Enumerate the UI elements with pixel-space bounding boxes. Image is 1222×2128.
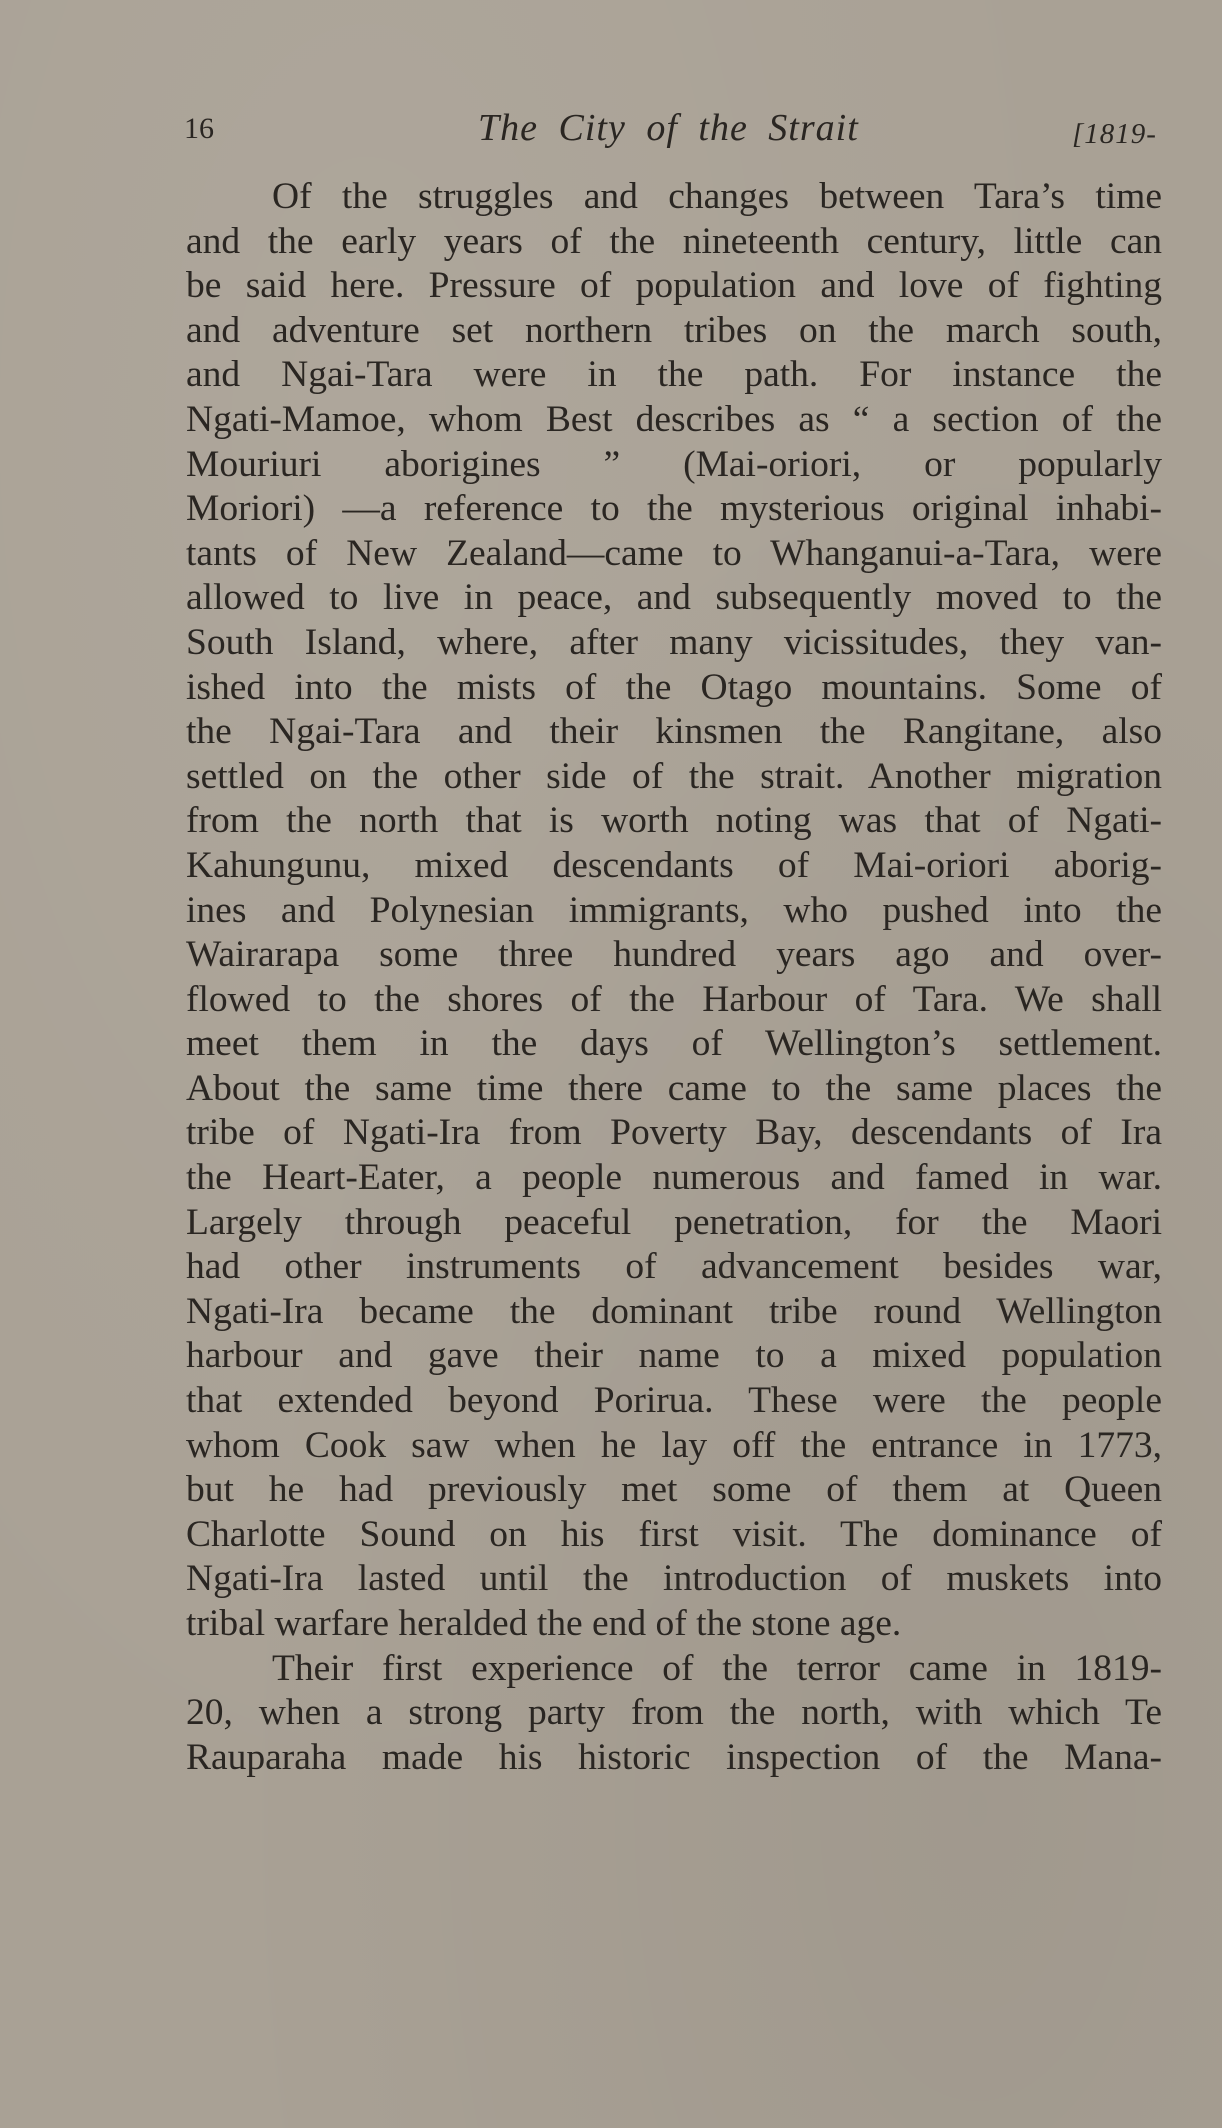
text-line: South Island, where, after many vicissitudes, they van- xyxy=(186,621,1162,663)
text-line: meet them in the days of Wellington’s settlement. xyxy=(186,1023,1162,1065)
text-line: Mouriuri aborigines ” (Mai-oriori, or popularly xyxy=(186,443,1162,485)
text-line: flowed to the shores of the Harbour of Tara. We shall xyxy=(186,978,1162,1020)
text-line: Their first experience of the terror came in 1819- xyxy=(272,1647,1162,1689)
text-line: tribe of Ngati-Ira from Poverty Bay, descendants of Ira xyxy=(186,1112,1162,1154)
running-header xyxy=(0,106,1222,156)
text-line: but he had previously met some of them at Queen xyxy=(186,1469,1162,1511)
paragraph-1 xyxy=(186,175,1162,1647)
text-line: Kahungunu, mixed descendants of Mai-oriori aborig- xyxy=(186,844,1162,886)
text-line: and Ngai-Tara were in the path. For instance the xyxy=(186,354,1162,396)
text-line: be said here. Pressure of population and love of fighting xyxy=(186,265,1162,307)
text-line: About the same time there came to the same places the xyxy=(186,1067,1162,1109)
text-line: the Ngai-Tara and their kinsmen the Rangitane, also xyxy=(186,711,1162,753)
text-line: 20, when a strong party from the north, with which Te xyxy=(186,1692,1162,1734)
text-line: tribal warfare heralded the end of the stone age. xyxy=(186,1603,902,1644)
text-line: that extended beyond Porirua. These were the people xyxy=(186,1380,1162,1422)
text-line: Moriori) —a reference to the mysterious original inhabi- xyxy=(186,488,1162,530)
text-line: Ngati-Ira became the dominant tribe round Wellington xyxy=(186,1290,1162,1332)
body-text xyxy=(186,175,1162,1780)
text-line: ines and Polynesian immigrants, who pushed into the xyxy=(186,889,1162,931)
text-line: Rauparaha made his historic inspection of the Mana- xyxy=(186,1736,1162,1778)
running-title: The City of the Strait xyxy=(478,107,859,149)
text-line: Wairarapa some three hundred years ago and over- xyxy=(186,934,1162,976)
text-line: the Heart-Eater, a people numerous and famed in war. xyxy=(186,1157,1162,1199)
text-line: allowed to live in peace, and subsequently moved to the xyxy=(186,577,1162,619)
text-line: harbour and gave their name to a mixed population xyxy=(186,1335,1162,1377)
text-line: Charlotte Sound on his first visit. The dominance of xyxy=(186,1513,1162,1555)
text-line: ished into the mists of the Otago mountains. Some of xyxy=(186,666,1162,708)
text-line: Of the struggles and changes between Tara’s time xyxy=(272,176,1162,217)
text-line: Largely through peaceful penetration, for the Maori xyxy=(186,1201,1162,1243)
text-line: and the early years of the nineteenth century, little can xyxy=(186,220,1162,262)
text-line: and adventure set northern tribes on the march south, xyxy=(186,309,1162,351)
text-line: tants of New Zealand—came to Whanganui-a-Tara, were xyxy=(186,532,1162,574)
text-line: had other instruments of advancement besides war, xyxy=(186,1246,1162,1288)
text-line: whom Cook saw when he lay off the entrance in 1773, xyxy=(186,1424,1162,1466)
paragraph-2 xyxy=(186,1647,1162,1781)
header-date: [1819- xyxy=(1072,118,1157,150)
text-line: settled on the other side of the strait. Another migration xyxy=(186,755,1162,797)
text-line: from the north that is worth noting was that of Ngati- xyxy=(186,800,1162,842)
page-number: 16 xyxy=(184,112,214,145)
text-line: Ngati-Mamoe, whom Best describes as “ a section of the xyxy=(186,398,1162,440)
text-line: Ngati-Ira lasted until the introduction of muskets into xyxy=(186,1558,1162,1600)
